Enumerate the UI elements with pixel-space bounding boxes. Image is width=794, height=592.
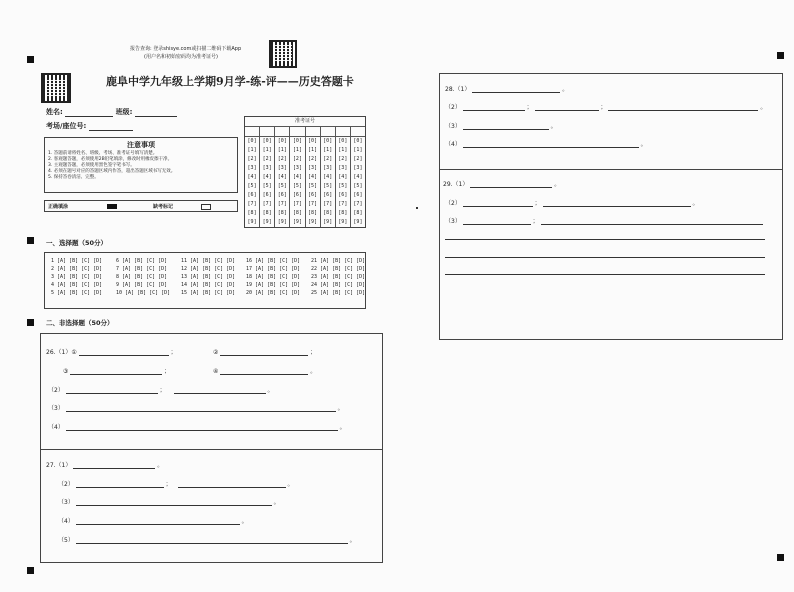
- notice-box: [44, 137, 238, 193]
- admission-bubble[interactable]: [9]: [260, 218, 275, 227]
- q29-p2: （2） ； 。: [445, 200, 699, 207]
- q27-p2-answer-a[interactable]: [76, 479, 164, 488]
- notice-item: 3. 主观题答题，必须使用黑色签字笔书写。: [48, 163, 135, 168]
- q26-p2-label: （2）: [48, 387, 64, 394]
- choice-item[interactable]: 6 [A] [B] [C] [D]: [116, 258, 168, 264]
- admission-bubble[interactable]: [7]: [260, 200, 275, 209]
- q29-writing-line[interactable]: [445, 274, 765, 275]
- admission-bubble[interactable]: [7]: [336, 200, 351, 209]
- q29-p3-label: （3）: [445, 218, 461, 225]
- admission-bubble[interactable]: [0]: [306, 137, 321, 146]
- choice-item[interactable]: 7 [A] [B] [C] [D]: [116, 266, 168, 272]
- choice-item[interactable]: 4 [A] [B] [C] [D]: [51, 282, 103, 288]
- absent-label: 缺考标记: [153, 204, 174, 210]
- q29-writing-line[interactable]: [445, 257, 765, 258]
- class-label: 班级:: [115, 108, 133, 116]
- name-field[interactable]: [65, 108, 113, 117]
- admission-input-row[interactable]: [245, 127, 365, 137]
- admission-bubble[interactable]: [2]: [290, 155, 305, 164]
- timing-mark: [27, 567, 34, 574]
- q26-answer-1[interactable]: [79, 347, 169, 356]
- q27-p3-answer[interactable]: [76, 497, 272, 506]
- admission-bubble-row[interactable]: [245, 164, 365, 173]
- divider: [41, 449, 382, 450]
- choice-item[interactable]: 13 [A] [B] [C] [D]: [181, 274, 236, 280]
- q28-p3-label: （3）: [445, 123, 461, 130]
- admission-bubble[interactable]: [4]: [275, 173, 290, 182]
- choice-item[interactable]: 12 [A] [B] [C] [D]: [181, 266, 236, 272]
- choice-item[interactable]: 24 [A] [B] [C] [D]: [311, 282, 366, 288]
- admission-bubble-row[interactable]: [245, 173, 365, 182]
- admission-bubble[interactable]: [0]: [336, 137, 351, 146]
- admission-bubble[interactable]: [1]: [336, 146, 351, 155]
- timing-mark: [777, 554, 784, 561]
- admission-bubble[interactable]: [7]: [290, 200, 305, 209]
- admission-bubble[interactable]: [0]: [275, 137, 290, 146]
- choice-item[interactable]: 17 [A] [B] [C] [D]: [246, 266, 301, 272]
- q28-label: 28.（1）: [445, 86, 471, 93]
- q28-answer-1[interactable]: [472, 84, 560, 93]
- q26-p2-answer-b[interactable]: [174, 385, 266, 394]
- choice-item[interactable]: 14 [A] [B] [C] [D]: [181, 282, 236, 288]
- admission-bubble[interactable]: [7]: [321, 200, 336, 209]
- admission-bubble[interactable]: [2]: [336, 155, 351, 164]
- class-field[interactable]: [135, 108, 177, 117]
- q26-answer-2[interactable]: [220, 347, 308, 356]
- admission-bubble[interactable]: [3]: [336, 164, 351, 173]
- admission-bubble[interactable]: [4]: [321, 173, 336, 182]
- page-title: 鹿阜中学九年级上学期9月学-练-评——历史答题卡: [106, 75, 354, 88]
- admission-bubble[interactable]: [8]: [306, 209, 321, 218]
- admission-bubble[interactable]: [8]: [260, 209, 275, 218]
- admission-bubble[interactable]: [1]: [260, 146, 275, 155]
- admission-bubble[interactable]: [9]: [353, 219, 363, 225]
- admission-bubble[interactable]: [3]: [321, 164, 336, 173]
- admission-bubble[interactable]: [4]: [260, 173, 275, 182]
- choice-item[interactable]: 5 [A] [B] [C] [D]: [51, 290, 103, 296]
- admission-bubble[interactable]: [2]: [321, 155, 336, 164]
- admission-grid: [244, 116, 366, 228]
- q27-p5-answer[interactable]: [76, 535, 348, 544]
- admission-bubble[interactable]: [4]: [336, 173, 351, 182]
- section1-title: 一、选择题（50分）: [46, 239, 108, 247]
- q29-p3: （3） ；: [445, 216, 763, 225]
- choice-box: [44, 252, 366, 309]
- q26-answer-3[interactable]: [70, 366, 162, 375]
- admission-bubble[interactable]: [6]: [245, 191, 260, 200]
- q29-p3-answer-a[interactable]: [463, 216, 531, 225]
- admission-bubble[interactable]: [8]: [275, 209, 290, 218]
- admission-bubble[interactable]: [8]: [245, 209, 260, 218]
- report-hint: 报告查询: 登录shisye.com或扫描二维码下载App: [130, 46, 242, 52]
- admission-title: 准考证号: [245, 117, 365, 127]
- admission-bubble[interactable]: [7]: [353, 201, 363, 207]
- notice-item: 1. 答题前请将姓名、班级、考场、准考证号填写清楚。: [48, 151, 158, 156]
- choice-item[interactable]: 8 [A] [B] [C] [D]: [116, 274, 168, 280]
- q26-p4: （4） 。: [48, 424, 346, 431]
- name-label: 姓名:: [46, 108, 63, 116]
- admission-bubble[interactable]: [6]: [306, 191, 321, 200]
- admission-bubble[interactable]: [5]: [321, 182, 336, 191]
- admission-bubble[interactable]: [0]: [245, 137, 260, 146]
- q26-p3-answer[interactable]: [66, 403, 336, 412]
- admission-bubble[interactable]: [3]: [275, 164, 290, 173]
- admission-bubble[interactable]: [0]: [290, 137, 305, 146]
- admission-bubble[interactable]: [2]: [306, 155, 321, 164]
- admission-bubble[interactable]: [6]: [353, 192, 363, 198]
- timing-mark: [27, 319, 34, 326]
- correct-fill-swatch: [107, 204, 117, 209]
- admission-bubble[interactable]: [7]: [275, 200, 290, 209]
- admission-bubble[interactable]: [1]: [353, 147, 363, 153]
- notice-item: 4. 必须在题号对应的答题区域内作答，超出答题区域书写无效。: [48, 169, 176, 174]
- admission-bubble[interactable]: [0]: [321, 137, 336, 146]
- choice-item[interactable]: 21 [A] [B] [C] [D]: [311, 258, 366, 264]
- notice-title: 注意事项: [127, 141, 155, 149]
- q27-p3-label: （3）: [58, 499, 74, 506]
- name-row: [46, 107, 177, 117]
- admission-bubble[interactable]: [8]: [353, 210, 363, 216]
- choice-item[interactable]: 10 [A] [B] [C] [D]: [116, 290, 171, 296]
- admission-bubble[interactable]: [1]: [275, 146, 290, 155]
- choice-item[interactable]: 18 [A] [B] [C] [D]: [246, 274, 301, 280]
- admission-bubble-row[interactable]: [245, 191, 365, 200]
- choice-item[interactable]: 20 [A] [B] [C] [D]: [246, 290, 301, 296]
- q28-p4-answer[interactable]: [463, 139, 639, 148]
- admission-bubble[interactable]: [2]: [353, 156, 363, 162]
- q28-p2: （2） ； ； 。: [445, 104, 767, 111]
- admission-bubble[interactable]: [4]: [353, 174, 363, 180]
- admission-bubble[interactable]: [9]: [321, 218, 336, 227]
- q27-line1: 27.（1） 。: [46, 462, 164, 469]
- admission-bubble[interactable]: [5]: [353, 183, 363, 189]
- notice-item: 5. 保持答卷清洁、完整。: [48, 175, 99, 180]
- q26-p3: （3） 。: [48, 405, 344, 412]
- divider: [440, 169, 782, 170]
- q26-line1b: ② ；: [213, 349, 317, 356]
- admission-bubble[interactable]: [2]: [245, 155, 260, 164]
- admission-bubble[interactable]: [7]: [306, 200, 321, 209]
- q28-line1: 28.（1） 。: [445, 86, 569, 93]
- admission-bubble[interactable]: [5]: [245, 182, 260, 191]
- admission-bubble[interactable]: [5]: [306, 182, 321, 191]
- q29-p2-answer-a[interactable]: [463, 198, 533, 207]
- q28-p2-answer-c[interactable]: [608, 102, 758, 111]
- admission-bubble[interactable]: [4]: [290, 173, 305, 182]
- admission-bubbles[interactable]: [245, 137, 365, 227]
- q26-p2-answer-a[interactable]: [66, 385, 158, 394]
- admission-bubble[interactable]: [1]: [290, 146, 305, 155]
- q28-p2-label: （2）: [445, 104, 461, 111]
- fill-example-box: [44, 200, 238, 212]
- q27-label: 27.（1）: [46, 462, 72, 469]
- absent-checkbox[interactable]: [201, 204, 211, 210]
- q26-p3-label: （3）: [48, 405, 64, 412]
- stray-mark: [416, 207, 418, 209]
- q27-p5: （5） 。: [58, 537, 356, 544]
- choice-item[interactable]: 1 [A] [B] [C] [D]: [51, 258, 103, 264]
- admission-bubble[interactable]: [4]: [306, 173, 321, 182]
- q27-p2-label: （2）: [58, 481, 74, 488]
- admission-bubble-row[interactable]: [245, 137, 365, 146]
- admission-bubble[interactable]: [3]: [306, 164, 321, 173]
- q29-label: 29.（1）: [443, 181, 469, 188]
- admission-bubble[interactable]: [2]: [275, 155, 290, 164]
- correct-fill-label: 正确填涂: [48, 204, 69, 210]
- admission-bubble[interactable]: [0]: [260, 137, 275, 146]
- admission-bubble[interactable]: [6]: [336, 191, 351, 200]
- q26-answer-4[interactable]: [220, 366, 308, 375]
- admission-bubble[interactable]: [1]: [306, 146, 321, 155]
- admission-bubble[interactable]: [8]: [336, 209, 351, 218]
- admission-bubble[interactable]: [3]: [245, 164, 260, 173]
- admission-bubble-row[interactable]: [245, 155, 365, 164]
- admission-bubble-row[interactable]: [245, 209, 365, 218]
- q28-p4-label: （4）: [445, 141, 461, 148]
- admission-bubble[interactable]: [3]: [353, 165, 363, 171]
- section2-title: 二、非选择题（50分）: [46, 319, 114, 327]
- choice-item[interactable]: 25 [A] [B] [C] [D]: [311, 290, 366, 296]
- q26-c4-label: ④: [213, 368, 219, 375]
- choice-item[interactable]: 11 [A] [B] [C] [D]: [181, 258, 236, 264]
- q27-p2-answer-b[interactable]: [178, 479, 286, 488]
- admission-bubble[interactable]: [9]: [245, 218, 260, 227]
- admission-bubble[interactable]: [5]: [275, 182, 290, 191]
- choice-item[interactable]: 9 [A] [B] [C] [D]: [116, 282, 168, 288]
- admission-bubble[interactable]: [9]: [336, 218, 351, 227]
- q27-p4-label: （4）: [58, 518, 74, 525]
- admission-bubble[interactable]: [8]: [290, 209, 305, 218]
- q29-p2-label: （2）: [445, 200, 461, 207]
- q29-p3-answer-b[interactable]: [541, 216, 763, 225]
- admission-bubble[interactable]: [6]: [290, 191, 305, 200]
- admission-bubble-row[interactable]: [245, 146, 365, 155]
- q28-p4: （4） 。: [445, 141, 647, 148]
- seat-label: 考场/座位号:: [46, 122, 87, 130]
- admission-bubble[interactable]: [9]: [275, 218, 290, 227]
- choice-item[interactable]: 15 [A] [B] [C] [D]: [181, 290, 236, 296]
- admission-bubble-row[interactable]: [245, 218, 365, 227]
- q26-line2: ③ ；: [63, 368, 171, 375]
- admission-bubble[interactable]: [0]: [353, 138, 363, 144]
- choice-item[interactable]: 23 [A] [B] [C] [D]: [311, 274, 366, 280]
- timing-mark: [27, 237, 34, 244]
- admission-bubble[interactable]: [1]: [245, 146, 260, 155]
- timing-mark: [27, 56, 34, 63]
- report-hint-sub: (用户名和初始密码均为准考证号): [144, 54, 218, 60]
- q26-line2b: ④ 。: [213, 368, 317, 375]
- q27-p3: （3） 。: [58, 499, 280, 506]
- admission-bubble-row[interactable]: [245, 200, 365, 209]
- q26-c2-label: ②: [213, 349, 219, 356]
- admission-bubble[interactable]: [3]: [290, 164, 305, 173]
- admission-bubble-row[interactable]: [245, 182, 365, 191]
- choice-item[interactable]: 16 [A] [B] [C] [D]: [246, 258, 301, 264]
- admission-bubble[interactable]: [1]: [321, 146, 336, 155]
- q27-p4-answer[interactable]: [76, 516, 240, 525]
- admission-bubble[interactable]: [8]: [321, 209, 336, 218]
- admission-bubble[interactable]: [6]: [275, 191, 290, 200]
- q29-answer-1[interactable]: [470, 179, 552, 188]
- q28-p2-answer-b[interactable]: [535, 102, 599, 111]
- admission-bubble[interactable]: [5]: [260, 182, 275, 191]
- qr-code-icon: [269, 40, 297, 68]
- notice-item: 2. 客观题答题，必须使用2B铅笔填涂，修改时用橡皮擦干净。: [48, 157, 173, 162]
- admission-bubble[interactable]: [6]: [260, 191, 275, 200]
- admission-bubble[interactable]: [5]: [336, 182, 351, 191]
- q28-p3: （3） 。: [445, 123, 557, 130]
- choice-item[interactable]: 2 [A] [B] [C] [D]: [51, 266, 103, 272]
- q26-c3-label: ③: [63, 368, 69, 375]
- q28-p2-answer-a[interactable]: [463, 102, 525, 111]
- q26-p2: （2） ； 。: [48, 387, 274, 394]
- q29-line1: 29.（1） 。: [443, 181, 561, 188]
- admission-bubble[interactable]: [6]: [321, 191, 336, 200]
- admission-bubble[interactable]: [9]: [290, 218, 305, 227]
- q29-writing-line[interactable]: [445, 239, 765, 240]
- q27-p4: （4） 。: [58, 518, 248, 525]
- seat-row: [46, 121, 133, 131]
- qr-code-icon: [41, 73, 71, 103]
- admission-bubble[interactable]: [3]: [260, 164, 275, 173]
- q26-p4-label: （4）: [48, 424, 64, 431]
- admission-bubble[interactable]: [4]: [245, 173, 260, 182]
- q27-p2: （2） ； 。: [58, 481, 294, 488]
- choice-grid[interactable]: [51, 258, 365, 296]
- seat-field[interactable]: [89, 122, 133, 131]
- admission-bubble[interactable]: [2]: [260, 155, 275, 164]
- q26-p4-answer[interactable]: [66, 422, 338, 431]
- q29-p2-answer-b[interactable]: [543, 198, 691, 207]
- choice-item[interactable]: 3 [A] [B] [C] [D]: [51, 274, 103, 280]
- q28-p3-answer[interactable]: [463, 121, 549, 130]
- q27-answer-1[interactable]: [73, 460, 155, 469]
- choice-item[interactable]: 22 [A] [B] [C] [D]: [311, 266, 366, 272]
- q27-p5-label: （5）: [58, 537, 74, 544]
- admission-bubble[interactable]: [7]: [245, 200, 260, 209]
- admission-bubble[interactable]: [9]: [306, 218, 321, 227]
- q26-line1: 26.（1）① ；: [46, 349, 177, 356]
- choice-item[interactable]: 19 [A] [B] [C] [D]: [246, 282, 301, 288]
- q26-label: 26.（1）①: [46, 349, 77, 356]
- admission-bubble[interactable]: [5]: [290, 182, 305, 191]
- timing-mark: [777, 52, 784, 59]
